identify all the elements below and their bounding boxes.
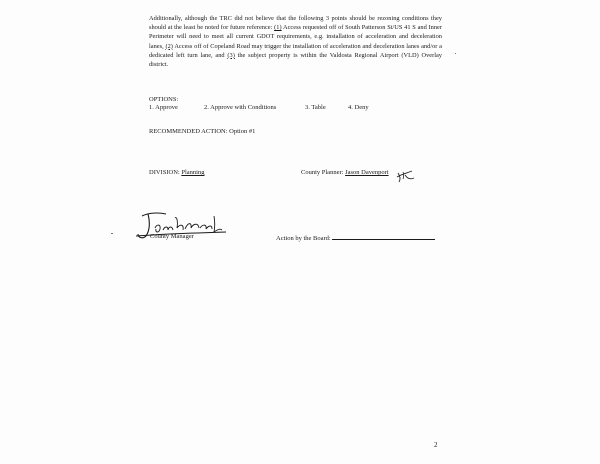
option-deny: 4. Deny (348, 104, 369, 111)
page-number: 2 (434, 441, 438, 449)
board-action-label: Action by the Board: (276, 235, 331, 242)
scan-speck (455, 53, 456, 54)
option-approve-with-conditions: 2. Approve with Conditions (204, 104, 277, 111)
option-approve: 1. Approve (149, 104, 178, 111)
point-number-2: (2) (165, 42, 173, 50)
division-label: DIVISION: (149, 169, 182, 176)
options-heading: OPTIONS: (149, 96, 179, 103)
paragraph-text: Additionally, although the TRC did not believe that the following 3 points should be rezoning conditions they should at the least be noted for future reference: (149, 15, 442, 32)
paragraph-text: the subject property is within the Valdosta Regional Airport (VLD) Overlay district. (149, 51, 442, 69)
board-action-blank-line (332, 233, 435, 240)
paragraph-text: Access requested off of South Patterson St/US 41 S and Inner Perimeter will need to meet all current GDOT requirements, e.g. installation of acceleration and deceleration lanes, (149, 24, 442, 50)
paragraph-text: Access off of Copeland Road may trigger the installation of acceleration and deceleration lanes and/or a dedicated left turn lane, and (149, 42, 443, 59)
trc-notes-paragraph (149, 14, 442, 69)
option-table: 3. Table (305, 104, 326, 111)
point-number-3: (3) (227, 51, 235, 59)
point-number-1: (1) (274, 24, 282, 32)
division-value: Planning (181, 169, 205, 176)
scan-speck (111, 233, 113, 234)
county-planner-line (301, 169, 389, 176)
planner-initials-signature (394, 168, 416, 184)
county-manager-label: County Manager (150, 233, 194, 240)
county-planner-name: Jason Davenport (345, 169, 389, 176)
division-line (149, 169, 204, 176)
board-action-line (276, 233, 435, 242)
county-planner-label: County Planner: (301, 169, 346, 176)
recommended-action: RECOMMENDED ACTION: Option #1 (149, 128, 256, 135)
